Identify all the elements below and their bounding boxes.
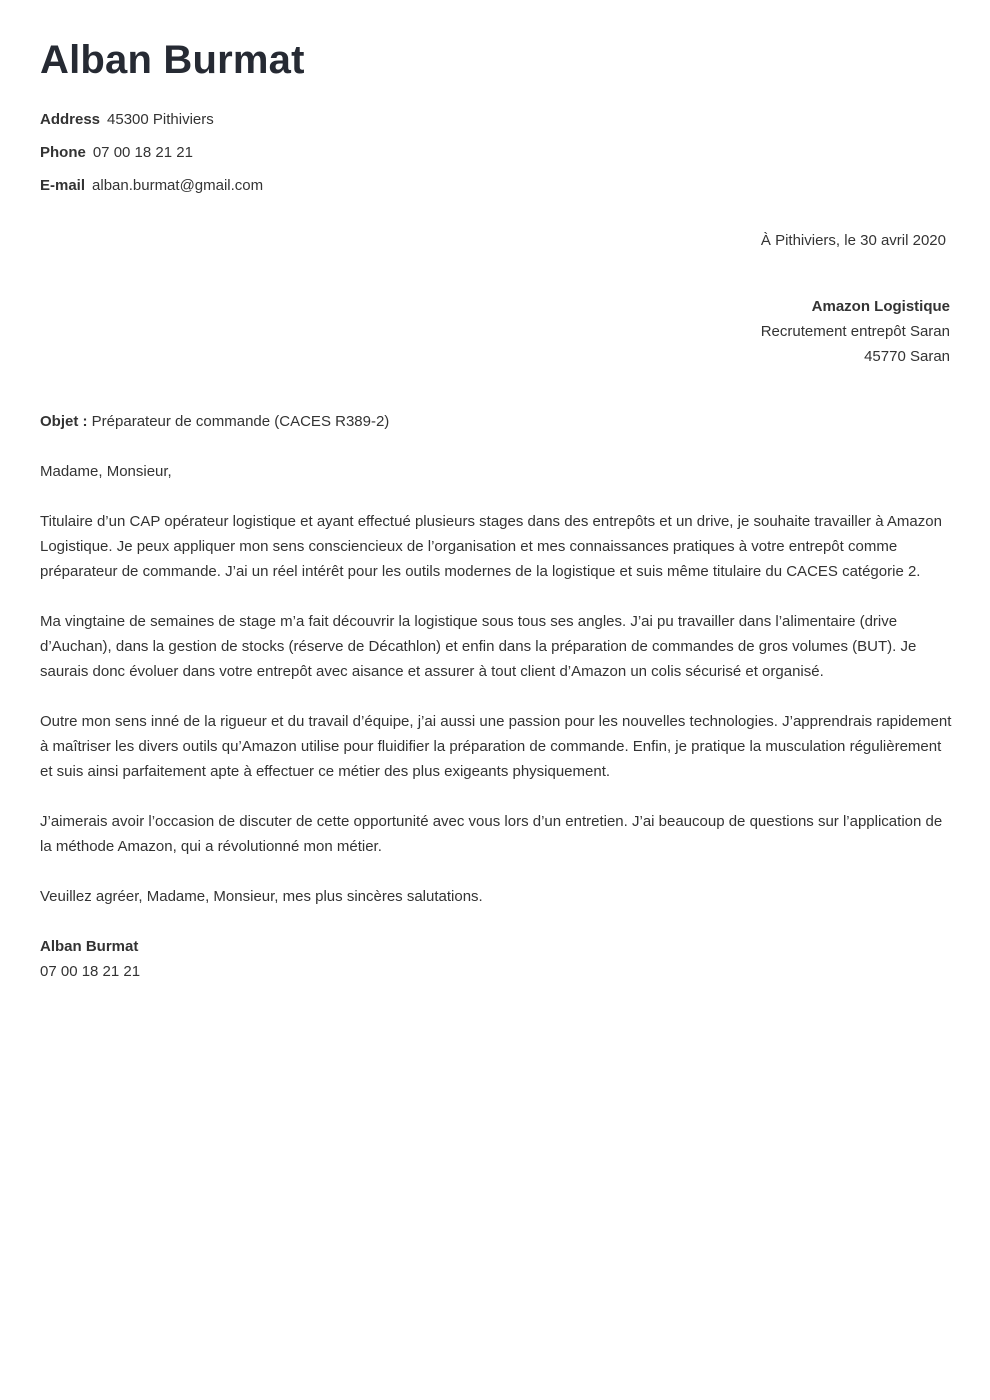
closing-line: Veuillez agréer, Madame, Monsieur, mes plus sincères salutations. (40, 888, 483, 905)
phone-value: 07 00 18 21 21 (92, 144, 193, 161)
recipient-block (761, 294, 950, 369)
body-paragraph-2: Ma vingtaine de semaines de stage m’a fait découvrir la logistique sous tous ses angles. J’ai pu travailler dans l’alimentaire (drive d’Auchan), dans la gestion de stocks (réserve de Décathlon) et enfin dans la préparation de commandes de gros volumes (BUT). Je saurais donc évoluer dans votre entrepôt avec aisance et assurer à tout client d’Amazon un colis sécurisé et organisé. (40, 613, 917, 680)
letter-date: À Pithiviers, le 30 avril 2020 (760, 232, 946, 249)
body-paragraph-3: Outre mon sens inné de la rigueur et du travail d’équipe, j’ai aussi une passion pour les nouvelles technologies. J’apprendrais rapidement à maîtriser les divers outils qu’Amazon utilise pour fluidifier la préparation de commande. Enfin, je pratique la musculation régulièrement et suis ainsi parfaitement apte à effectuer ce métier des plus exigeants physiquement. (40, 713, 952, 780)
email-label: E-mail (40, 177, 86, 194)
email-value: alban.burmat@gmail.com (92, 177, 264, 194)
address-label: Address (40, 111, 101, 128)
body-paragraph-4: J’aimerais avoir l’occasion de discuter de cette opportunité avec vous lors d’un entretien. J’ai beaucoup de questions sur l’application de la méthode Amazon, qui a révolutionné mon métier. (40, 813, 943, 855)
greeting: Madame, Monsieur, (40, 463, 172, 480)
body-paragraph-1: Titulaire d’un CAP opérateur logistique et ayant effectué plusieurs stages dans des entrepôts et un drive, je souhaite travailler à Amazon Logistique. Je peux appliquer mon sens consciencieux de l’organisation et mes connaissances pratiques à votre entrepôt comme préparateur de commande. J’ai un réel intérêt pour les outils modernes de la logistique et suis même titulaire du CACES catégorie 2. (40, 513, 942, 580)
sender-name-heading: Alban Burmat (40, 38, 305, 82)
contact-address (40, 110, 214, 130)
subject-text: Préparateur de commande (CACES R389-2) (91, 413, 390, 430)
recipient-line-1: Recrutement entrepôt Saran (760, 323, 950, 340)
recipient-line-2: 45770 Saran (864, 348, 950, 365)
signature-name: Alban Burmat (40, 938, 139, 955)
signature-block (40, 934, 952, 984)
contact-email (40, 176, 263, 196)
subject-line (40, 409, 952, 434)
address-value: 45300 Pithiviers (107, 111, 214, 128)
subject-label: Objet : (40, 413, 88, 430)
contact-phone (40, 143, 193, 163)
recipient-company: Amazon Logistique (811, 298, 950, 315)
phone-label: Phone (40, 144, 86, 161)
signature-phone: 07 00 18 21 21 (40, 963, 141, 980)
